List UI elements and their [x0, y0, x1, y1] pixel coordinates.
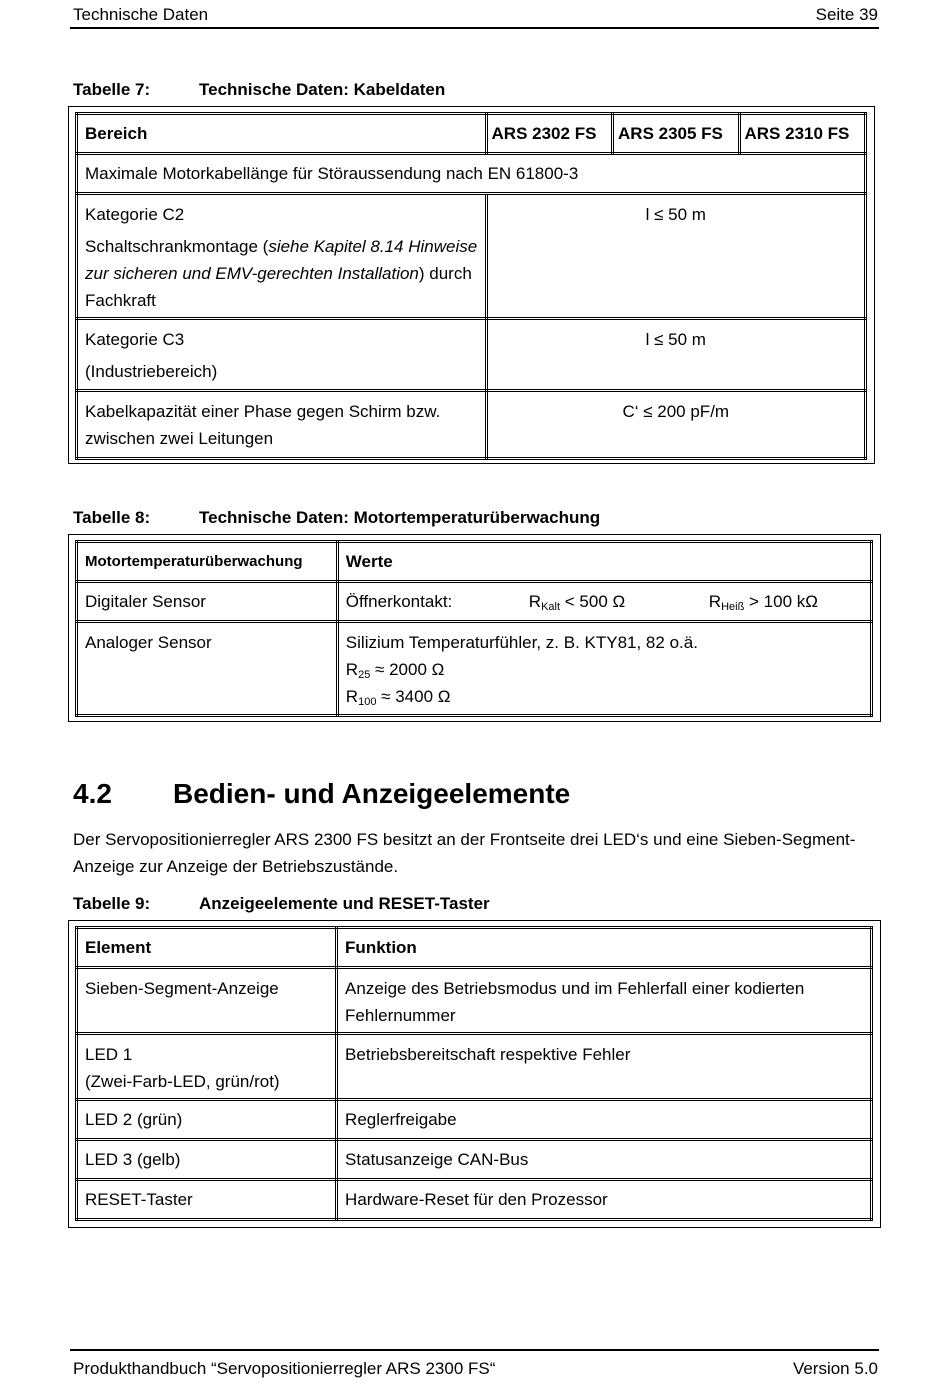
table8-r-heiss-sub: Heiß: [721, 601, 745, 613]
table7-capacity-label: Kabelkapazität einer Phase gegen Schirm bzw. zwischen zwei Leitungen: [77, 391, 487, 459]
table8-r-kalt-sub: Kalt: [541, 601, 561, 613]
table-row: [77, 968, 872, 1034]
table7-c2-text-pre: Schaltschrankmontage (: [85, 237, 269, 256]
table7-c2-text: [85, 233, 478, 314]
footer-version: Version 5.0: [792, 1359, 878, 1378]
table8-r25: [346, 656, 863, 683]
section-title: Bedien- und Anzeigeelemente: [173, 778, 571, 809]
page-header: [73, 5, 878, 27]
header-section-title: Technische Daten: [73, 5, 209, 24]
table8-r100-sub: 100: [358, 696, 377, 708]
footer-document-title: Produkthandbuch “Servopositionierregler ARS 2300 FS“: [73, 1359, 496, 1378]
table9-caption-title: Anzeigeelemente und RESET-Taster: [199, 894, 490, 913]
table8-row-analog: [77, 622, 872, 716]
footer-rule: [70, 1349, 879, 1351]
table7-caption-number: Tabelle 7:: [73, 80, 151, 99]
table9-funktion: Betriebsbereitschaft respektive Fehler: [337, 1034, 872, 1100]
table8-row-digital: [77, 582, 872, 622]
table9-funktion: Statusanzeige CAN-Bus: [337, 1140, 872, 1180]
section-heading: [73, 778, 570, 810]
table7: [75, 112, 867, 460]
table7-head-bereich: Bereich: [77, 114, 487, 154]
table9-element: LED 2 (grün): [77, 1100, 337, 1140]
table8-r25-sub: 25: [358, 669, 371, 681]
header-rule: [70, 27, 879, 29]
table9-element: RESET-Taster: [77, 1180, 337, 1220]
table-row: [77, 1180, 872, 1220]
table9-header-row: [77, 928, 872, 968]
table7-span-row: [77, 154, 866, 194]
table9-caption-number: Tabelle 9:: [73, 894, 151, 913]
table7-span-text: Maximale Motorkabellänge für Störaussendung nach EN 61800-3: [77, 154, 866, 194]
table8-r100-val: ≈ 3400 Ω: [376, 687, 451, 706]
table8-digital-value: [337, 582, 871, 622]
table7-head-ars2305: ARS 2305 FS: [613, 114, 739, 154]
table8-r-heiss-val: > 100 kΩ: [744, 592, 818, 611]
table8-caption-title: Technische Daten: Motortemperaturüberwachung: [199, 508, 601, 527]
table7-capacity-value: C‘ ≤ 200 pF/m: [486, 391, 865, 459]
table7-head-ars2302: ARS 2302 FS: [486, 114, 612, 154]
table8-analog-value: [337, 622, 871, 716]
table7-head-ars2310: ARS 2310 FS: [739, 114, 866, 154]
table8-caption-number: Tabelle 8:: [73, 508, 151, 527]
table9-head-element: Element: [77, 928, 337, 968]
table8-header-row: [77, 542, 872, 582]
table9-element: LED 1: [85, 1045, 133, 1064]
section-number: 4.2: [73, 778, 112, 809]
table8-digital-label: Digitaler Sensor: [77, 582, 338, 622]
table7-header-row: [77, 114, 866, 154]
table8-r-kalt-val: < 500 Ω: [560, 592, 626, 611]
table8-digital-contact: Öffnerkontakt:: [345, 592, 453, 611]
table8-r100-r: R: [345, 687, 359, 706]
table8: [75, 540, 873, 717]
table8-head-werte: Werte: [337, 542, 871, 582]
table7-caption: [73, 80, 445, 100]
table7-row-c3: [77, 319, 866, 391]
table7-caption-title: Technische Daten: Kabeldaten: [199, 80, 446, 99]
table8-analog-line1: Silizium Temperaturfühler, z. B. KTY81, 82 o.ä.: [345, 633, 698, 652]
table9-funktion: Anzeige des Betriebsmodus und im Fehlerfall einer kodierten Fehlernummer: [337, 968, 872, 1034]
table7-c3-value: l ≤ 50 m: [486, 319, 865, 391]
table7-c3-label: [77, 319, 487, 391]
table7-c2-title: Kategorie C2: [85, 205, 185, 224]
table9-element-cell: [77, 1034, 337, 1100]
table8-r-kalt-r: R: [528, 592, 542, 611]
section-paragraph: Der Servopositionierregler ARS 2300 FS besitzt an der Frontseite drei LED‘s und eine Sieben-Segment-Anzeige zur Anzeige der Betriebszustände.: [73, 830, 856, 876]
table9-funktion: Hardware-Reset für den Prozessor: [337, 1180, 872, 1220]
table9-funktion: Reglerfreigabe: [337, 1100, 872, 1140]
table9-element: Sieben-Segment-Anzeige: [85, 979, 279, 998]
table8-r25-val: ≈ 2000 Ω: [370, 660, 445, 679]
table9-element-sub: (Zwei-Farb-LED, grün/rot): [85, 1072, 280, 1091]
table8-analog-label: Analoger Sensor: [77, 622, 338, 716]
table8-r-heiss: [709, 588, 818, 615]
table8-r25-r: R: [345, 660, 359, 679]
table-row: [77, 1100, 872, 1140]
table9-head-funktion: Funktion: [337, 928, 872, 968]
table-row: [77, 1140, 872, 1180]
table7-c3-title: Kategorie C3: [85, 330, 185, 349]
table8-r100: [346, 683, 863, 710]
table8-caption: [73, 508, 600, 528]
table9-element: LED 3 (gelb): [77, 1140, 337, 1180]
table-row: [77, 1034, 872, 1100]
table7-c2-text-post: ) durch Fachkraft: [85, 264, 472, 310]
header-page-number: Seite 39: [815, 5, 878, 24]
table8-r-heiss-r: R: [708, 592, 722, 611]
table9-caption: [73, 894, 490, 914]
table9-element-cell: [77, 968, 337, 1034]
table8-r-kalt: [529, 588, 625, 615]
table9: [75, 926, 873, 1221]
table7-c2-label: [77, 194, 487, 319]
table7-row-c2: [77, 194, 866, 319]
table8-head-motor: Motortemperaturüberwachung: [77, 542, 338, 582]
table7-c2-text-italic: siehe Kapitel 8.14 Hinweise zur sicheren und EMV-gerechten Installation: [85, 237, 478, 283]
table7-c3-text: (Industriebereich): [85, 362, 218, 381]
table7-row-capacity: [77, 391, 866, 459]
table7-c2-value: l ≤ 50 m: [486, 194, 865, 319]
